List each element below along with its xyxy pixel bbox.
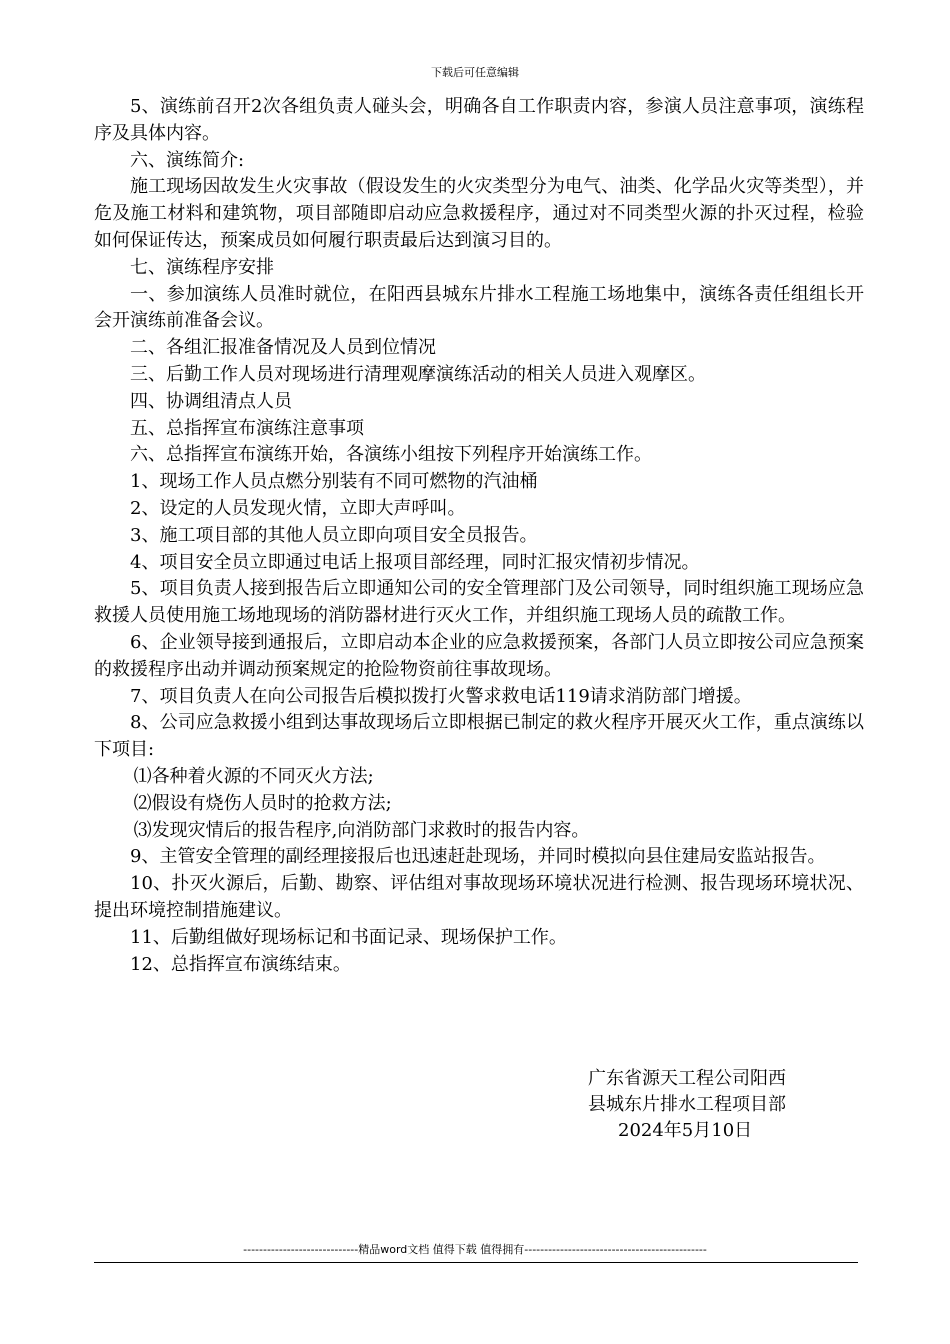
heading-drill-overview: 六、演练简介: [130,149,245,171]
heading-drill-procedure: 七、演练程序安排 [130,256,274,278]
paragraph-drill-overview: 施工现场因故发生火灾事故（假设发生的火灾类型分为电气、油类、化学品火灾等类型），并危及施工材料和建筑物，项目部随即启动应急救援程序，通过对不同类型火源的扑灭过程，检验如何保证传达，预案成员如何履行职责最后达到演习目的。 [94,176,864,251]
list-item-12: 12、总指挥宣布演练结束。 [130,953,351,975]
header-note: 下载后可任意编辑 [431,66,519,79]
paragraph-step-5: 五、总指挥宣布演练注意事项 [130,417,364,439]
list-item-1: 1、现场工作人员点燃分别装有不同可燃物的汽油桶 [130,471,538,493]
paragraph-step-4: 四、协调组清点人员 [130,390,292,412]
list-item-5: 5、项目负责人接到报告后立即通知公司的安全管理部门及公司领导，同时组织施工现场应急救援人员使用施工场地现场的消防器材进行灭火工作，并组织施工现场人员的疏散工作。 [94,578,864,627]
list-item-9: 9、主管安全管理的副经理接报后也迅速赶赴现场，并同时模拟向县住建局安监站报告。 [130,846,826,868]
list-item-3: 3、施工项目部的其他人员立即向项目安全员报告。 [130,524,538,546]
footer-note: -----------------------------精品word文档 值得下载 值得拥有---------------------------------------------- [243,1243,707,1256]
signature-date: 2024年5月10日 [618,1120,753,1141]
paragraph-step-2: 二、各组汇报准备情况及人员到位情况 [130,337,436,359]
list-item-10: 10、扑灭火源后，后勤、勘察、评估组对事故现场环境状况进行检测、报告现场环境状况、提出环境控制措施建议。 [94,873,864,921]
list-item-7: 7、项目负责人在向公司报告后模拟拨打火警求救电话119请求消防部门增援。 [130,685,752,707]
list-item-4: 4、项目安全员立即通过电话上报项目部经理，同时汇报灾情初步情况。 [130,551,700,573]
paragraph-step-1: 一、参加演练人员准时就位，在阳西县城东片排水工程施工场地集中，演练各责任组组长开会开演练前准备会议。 [94,283,864,332]
document-body [94,94,864,978]
list-item-2: 2、设定的人员发现火情，立即大声呼叫。 [130,497,466,519]
sub-item-3: ⑶发现灾情后的报告程序,向消防部门求救时的报告内容。 [133,819,590,841]
list-item-8: 8、公司应急救援小组到达事故现场后立即根据已制定的救火程序开展灭火工作，重点演练以下项目: [94,712,864,761]
paragraph-step-3: 三、后勤工作人员对现场进行清理观摩演练活动的相关人员进入观摩区。 [130,363,706,385]
paragraph-briefing-meeting: 5、演练前召开2次各组负责人碰头会，明确各自工作职责内容，参演人员注意事项，演练程序及具体内容。 [94,96,864,144]
list-item-11: 11、后勤组做好现场标记和书面记录、现场保护工作。 [130,926,567,948]
sub-item-2: ⑵假设有烧伤人员时的抢救方法; [133,792,392,814]
signature-block [560,1066,860,1144]
signature-org-line-2: 县城东片排水工程项目部 [588,1094,786,1115]
sub-item-1: ⑴各种着火源的不同灭火方法; [133,765,374,787]
footer-divider [94,1262,858,1263]
signature-org-line-1: 广东省源天工程公司阳西 [588,1068,786,1089]
paragraph-step-6: 六、总指挥宣布演练开始，各演练小组按下列程序开始演练工作。 [130,444,652,466]
list-item-6: 6、企业领导接到通报后，立即启动本企业的应急救援预案，各部门人员立即按公司应急预案的救援程序出动并调动预案规定的抢险物资前往事故现场。 [94,631,864,680]
